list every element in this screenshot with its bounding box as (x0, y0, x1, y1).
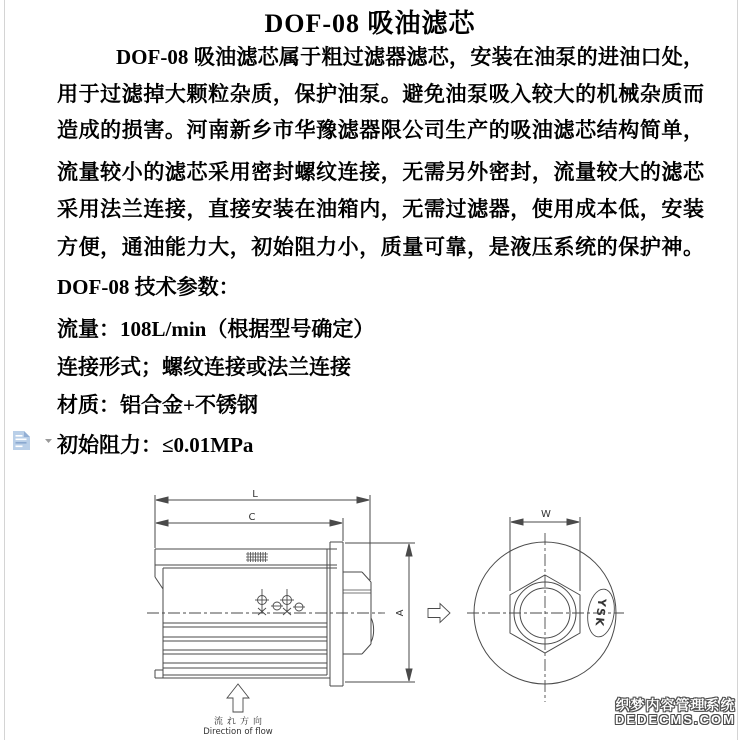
page-title: DOF-08 吸油滤芯 (264, 9, 476, 38)
dim-label-L: L (252, 489, 258, 500)
hex-nut-end (330, 542, 374, 686)
paragraph-line: 用于过滤掉大颗粒杂质，保护油泵。避免油泵吸入较大的机械杂质而 (57, 82, 704, 106)
knurl-hatch (246, 552, 268, 562)
param-connection-type: 连接形式；螺纹连接或法兰连接 (57, 355, 351, 379)
param-flow-rate: 流量：108L/min（根据型号确定） (57, 317, 375, 341)
clipboard-paste-icon[interactable] (13, 431, 30, 450)
dim-label-W: W (541, 509, 551, 520)
paragraph-line: 造成的损害。河南新乡市华豫滤器限公司生产的吸油滤芯结构简单， (57, 118, 704, 142)
chevron-down-icon[interactable] (45, 439, 52, 443)
view-direction-arrow-icon (428, 604, 450, 623)
weld-symbols (255, 589, 305, 615)
side-view (147, 489, 415, 686)
flow-direction (203, 684, 273, 737)
dim-label-C: C (248, 512, 256, 523)
param-material: 材质：铝合金+不锈钢 (57, 393, 258, 417)
brand-mark: YSK (592, 597, 609, 629)
watermark (615, 698, 736, 728)
flow-label-en: Direction of flow (203, 727, 273, 737)
flow-label-jp: 流れ方向 (213, 717, 267, 727)
paragraph-line: 采用法兰连接，直接安装在油箱内，无需过滤器，使用成本低，安装 (57, 197, 704, 221)
end-view (467, 509, 624, 702)
flow-up-arrow-icon (227, 684, 249, 712)
paragraph-line: 流量较小的滤芯采用密封螺纹连接，无需另外密封，流量较大的滤芯 (57, 160, 704, 184)
param-initial-resistance: 初始阻力：≤0.01MPa (57, 433, 254, 457)
paragraph-line: 方便，通油能力大，初始阻力小，质量可靠，是液压系统的保护神。 (57, 235, 704, 259)
paragraph-line: DOF-08 吸油滤芯属于粗过滤器滤芯，安装在油泵的进油口处， (116, 45, 704, 69)
watermark-line1: 织梦内容管理系统 (615, 697, 736, 713)
watermark-line2: DEDECMS.COM (615, 712, 736, 728)
filter-pleats (163, 623, 327, 668)
paste-options-button[interactable] (12, 429, 46, 453)
tech-params-heading: DOF-08 技术参数： (57, 275, 240, 299)
dim-label-A: A (395, 609, 406, 617)
